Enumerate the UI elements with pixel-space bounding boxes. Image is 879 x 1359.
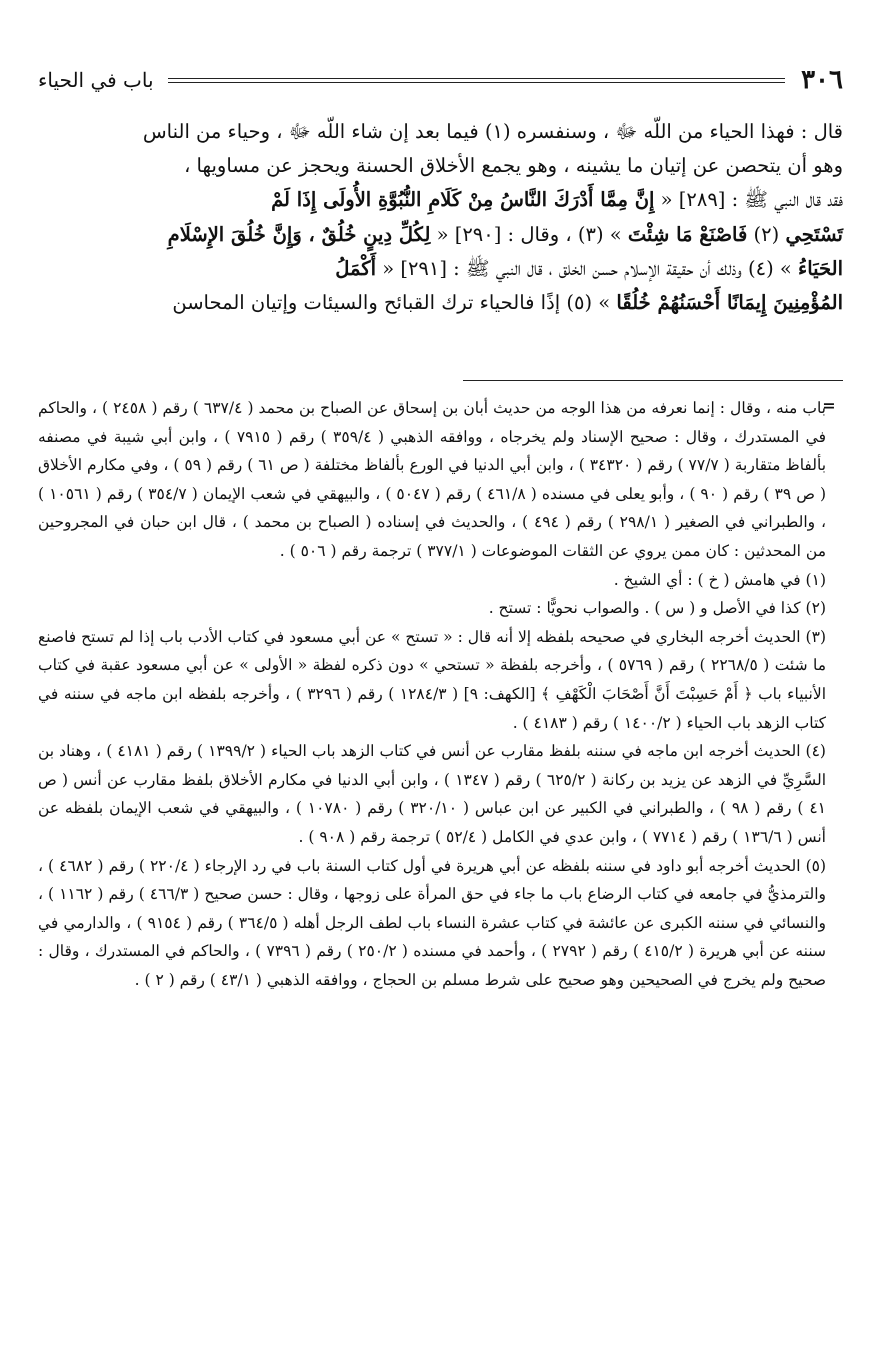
- footnote-5: (٥) الحديث أخرجه أبو داود في سننه بلفظه عن أبي هريرة في أول كتاب السنة باب في رد الإرجاء ( ٢٢٠/٤ ) رقم ( ٤٦٨٢ ) ، والترمذيُّ في جامعه في كتاب الرضاع باب ما جاء في حق المرأة على زوجها ، وقال : حسن صحيح ( ٤٦٦/٣ ) رقم ( ١١٦٢ ) ، والنسائي في سننه الكبرى عن عائشة في كتاب عشرة النساء باب لطف الرجل أهله ( ٣٦٤/٥ ) رقم ( ٩١٥٤ ) ، والدارمي في سننه عن أبي هريرة ( ٤١٥/٢ ) رقم ( ٢٧٩٢ ) ، وأحمد في مسنده ( ٢٥٠/٢ ) رقم ( ٧٣٩٦ ) ، والحاكم في المستدرك ، وقال : صحيح ولم يخرج في الصحيحين وهو صحيح على شرط مسلم بن الحجاج ، ووافقه الذهبي ( ٤٣/١ ) رقم ( ٢ ) .: [38, 856, 827, 989]
- main-line: [38, 286, 843, 320]
- text-run: وهو أن يتحصن عن إتيان ما يشينه ، وهو يجمع الأخلاق الحسنة ويحجز عن مساويها ،: [184, 154, 843, 178]
- hadith-text: المُؤْمِنِينَ إِيمَانًا أَحْسَنُهُمْ خُلُقًا: [616, 291, 843, 315]
- main-line: [38, 218, 843, 252]
- footnote-1: (١) في هامش ( خ ) : أي الشيخ .: [613, 570, 826, 589]
- text-run: فقد قال النبي ﷺ : [٢٨٩] «: [654, 188, 843, 212]
- main-text: [38, 115, 843, 320]
- main-line: [38, 252, 843, 286]
- main-line: [38, 115, 843, 149]
- footnote-3: (٣) الحديث أخرجه البخاري في صحيحه بلفظه إلا أنه قال : « تستح » عن أبي مسعود في كتاب الأدب باب إذا لم تستح فاصنع ما شئت ( ٢٢٦٨/٥ ) رقم ( ٥٧٦٩ ) ، وأخرجه بلفظة « تستحي » دون ذكره لفظة « الأولى » عن أبي مسعود عقبة في كتاب الأنبياء باب ﴿ أَمْ حَسِبْتَ أَنَّ أَصْحَابَ الْكَهْفِ ﴾ [الكهف: ٩] ( ١٢٨٤/٣ ) رقم ( ٣٢٩٦ ) ، وأخرجه بلفظه ابن ماجه في سننه في كتاب الزهد باب الحياء ( ١٤٠٠/٢ ) رقم ( ٤١٨٣ ) .: [38, 627, 827, 732]
- hadith-text: فَاصْنَعْ مَا شِئْتَ: [627, 222, 748, 246]
- footnote-separator: [463, 380, 843, 381]
- chapter-title: باب في الحياء: [38, 68, 154, 92]
- footnote-2: (٢) كذا في الأصل و ( س ) . والصواب نحويًّا : تستح .: [488, 599, 826, 618]
- hadith-text: الحَيَاءُ: [798, 256, 843, 280]
- text-run: (٢): [747, 222, 786, 246]
- footnote-4: (٤) الحديث أخرجه ابن ماجه في سننه بلفظ مقارب عن أنس في كتاب الزهد باب الحياء ( ١٣٩٩/٢ ) رقم ( ٤١٨١ ) ، وهناد بن السَّرِيِّ في الزهد عن يزيد بن ركانة ( ٦٢٥/٢ ) رقم ( ١٣٤٧ ) ، وابن أبي الدنيا في مكارم الأخلاق بلفظ مقارب عن أنس ( ص ٤١ ) رقم ( ٩٨ ) ، والطبراني في الكبير عن ابن عباس ( ٣٢٠/١٠ ) رقم ( ١٠٧٨٠ ) ، والبيهقي في شعب الإيمان بلفظه عن أنس ( ١٣٦/٦ ) رقم ( ٧٧١٤ ) ، وابن عدي في الكامل ( ٥٢/٤ ) ترجمة رقم ( ٩٠٨ ) .: [38, 742, 826, 846]
- footnotes: [38, 394, 826, 994]
- main-line: [38, 183, 843, 217]
- text-run: قال : فهذا الحياء من اللّه ﷻ ، وسنفسره (١) فيما بعد إن شاء اللّه ﷻ ، وحياء من الناس: [142, 120, 843, 143]
- page-number: ٣٠٦: [801, 65, 843, 95]
- continuation-mark: =: [822, 396, 836, 415]
- footnote-continuation: باب منه ، وقال : إنما نعرفه من هذا الوجه من حديث أبان بن إسحاق عن الصباح بن محمد ( ٦٣٧/٤ ) رقم ( ٢٤٥٨ ) ، والحاكم في المستدرك ، وقال : صحيح الإسناد ولم يخرجاه ، ووافقه الذهبي ( ٣٥٩/٤ ) رقم ( ٧٩١٥ ) ، وابن أبي شيبة في مصنفه بألفاظ متقاربة ( ٧٧/٧ ) رقم ( ٣٤٣٢٠ ) ، وابن أبي الدنيا في الورع بألفاظ مختلفة ( ص ٦١ ) رقم ( ٥٩ ) ، وفي مكارم الأخلاق ( ص ٣٩ ) رقم ( ٩٠ ) ، وأبو يعلى في مسنده ( ٤٦١/٨ ) رقم ( ٥٠٤٧ ) ، والبيهقي في شعب الإيمان ( ٣٥٤/٧ ) رقم ( ١٠٥٦١ ) ، والطبراني في الصغير ( ٢٩٨/١ ) رقم ( ٤٩٤ ) ، والحديث في إسناده ( الصباح بن محمد ) ، قال ابن حبان في المجروحين من المحدثين : كان ممن يروي عن الثقات الموضوعات ( ٣٧٧/١ ) ترجمة رقم ( ٥٠٦ ) .: [38, 399, 827, 560]
- header-rule: [168, 78, 786, 83]
- hadith-text: أَكْمَلُ: [335, 256, 377, 280]
- text-run: » (٥) إذًا فالحياء ترك القبائح والسيئات وإتيان المحاسن: [172, 291, 617, 315]
- text-run: » (٤) وذلك أن حقيقة الإسلام حسن الخلق ، قال النبي ﷺ : [٢٩١] «: [376, 256, 799, 280]
- hadith-text: إِنَّ مِمَّا أَدْرَكَ النَّاسُ مِنْ كَلَامِ النُّبُوَّةِ الأُولَى إِذَا لَمْ: [271, 188, 655, 212]
- page-header: [38, 60, 843, 100]
- main-line: [38, 149, 843, 183]
- hadith-text: تَسْتَحِي: [785, 222, 843, 246]
- text-run: » (٣) ، وقال : [٢٩٠] «: [430, 222, 628, 246]
- hadith-text: لِكُلِّ دِينٍ خُلُقٌ ، وَإِنَّ خُلُقَ الإِسْلَامِ: [167, 222, 431, 246]
